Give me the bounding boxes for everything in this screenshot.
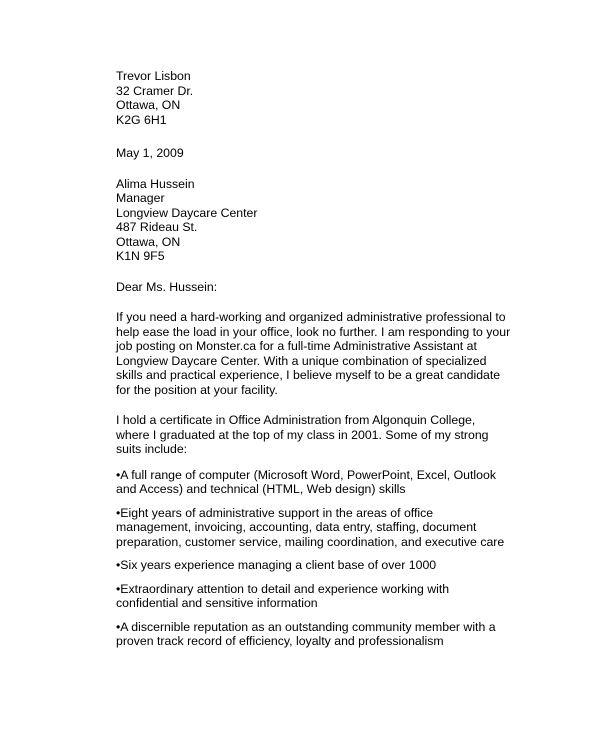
- bullet-line: •Six years experience managing a client base of over 1000: [116, 558, 437, 572]
- bullet-item: [116, 558, 496, 573]
- paragraph-line: I hold a certificate in Office Administration from Algonquin College,: [116, 413, 476, 427]
- paragraph-line: suits include:: [116, 442, 188, 456]
- recipient-company: Longview Daycare Center: [116, 205, 258, 220]
- sender-street: 32 Cramer Dr.: [116, 83, 194, 98]
- salutation: [116, 280, 496, 295]
- bullet-item: [116, 468, 496, 497]
- spacer: [116, 294, 496, 310]
- spacer: [116, 161, 496, 177]
- paragraph-line: where I graduated at the top of my class in 2001. Some of my strong: [116, 427, 489, 442]
- spacer: [116, 611, 496, 620]
- paragraph-line: skills and practical experience, I believe myself to be a great candidate: [116, 368, 501, 382]
- sender-address: [116, 69, 496, 127]
- sender-name: Trevor Lisbon: [116, 69, 191, 83]
- spacer: [116, 573, 496, 582]
- bullet-line: preparation, customer service, mailing coordination, and executive care: [116, 534, 505, 549]
- recipient-address: [116, 177, 496, 264]
- recipient-city: Ottawa, ON: [116, 234, 181, 249]
- spacer: [116, 397, 496, 413]
- bullet-line: confidential and sensitive information: [116, 596, 318, 610]
- bullet-line: •A full range of computer (Microsoft Word, PowerPoint, Excel, Outlook: [116, 467, 496, 482]
- letter-date: [116, 146, 496, 161]
- spacer: [116, 549, 496, 558]
- date-text: May 1, 2009: [116, 146, 184, 160]
- spacer: [116, 127, 496, 146]
- bullet-line: and Access) and technical (HTML, Web design) skills: [116, 482, 406, 496]
- recipient-postal: K1N 9F5: [116, 249, 165, 263]
- bullet-item: [116, 505, 505, 550]
- letter-body: [116, 69, 511, 649]
- spacer: [116, 264, 496, 280]
- paragraph-intro: [116, 310, 511, 397]
- bullet-line: •Extraordinary attention to detail and experience working with: [116, 581, 450, 596]
- paragraph-line: help ease the load in your office, look no further. I am responding to your: [116, 324, 511, 339]
- bullet-item: [116, 620, 496, 649]
- paragraph-line: for the position at your facility.: [116, 382, 278, 397]
- bullet-line: •A discernible reputation as an outstanding community member with a: [116, 619, 496, 634]
- recipient-title: Manager: [116, 191, 165, 205]
- paragraph-line: If you need a hard-working and organized administrative professional to: [116, 310, 506, 324]
- sender-city: Ottawa, ON: [116, 98, 181, 112]
- recipient-street: 487 Rideau St.: [116, 220, 198, 234]
- bullet-line: proven track record of efficiency, loyalty and professionalism: [116, 634, 444, 648]
- bullet-item: [116, 582, 496, 611]
- bullet-line: management, invoicing, accounting, data entry, staffing, document: [116, 520, 477, 534]
- salutation-text: Dear Ms. Hussein:: [116, 279, 218, 294]
- paragraph-line: job posting on Monster.ca for a full-time Administrative Assistant at: [116, 339, 477, 353]
- paragraph-qualifications: [116, 413, 496, 457]
- spacer: [116, 457, 496, 468]
- recipient-name: Alima Hussein: [116, 176, 195, 191]
- paragraph-line: Longview Daycare Center. With a unique combination of specialized: [116, 353, 487, 368]
- spacer: [116, 497, 496, 506]
- bullet-line: •Eight years of administrative support in the areas of office: [116, 505, 434, 520]
- sender-postal: K2G 6H1: [116, 112, 167, 127]
